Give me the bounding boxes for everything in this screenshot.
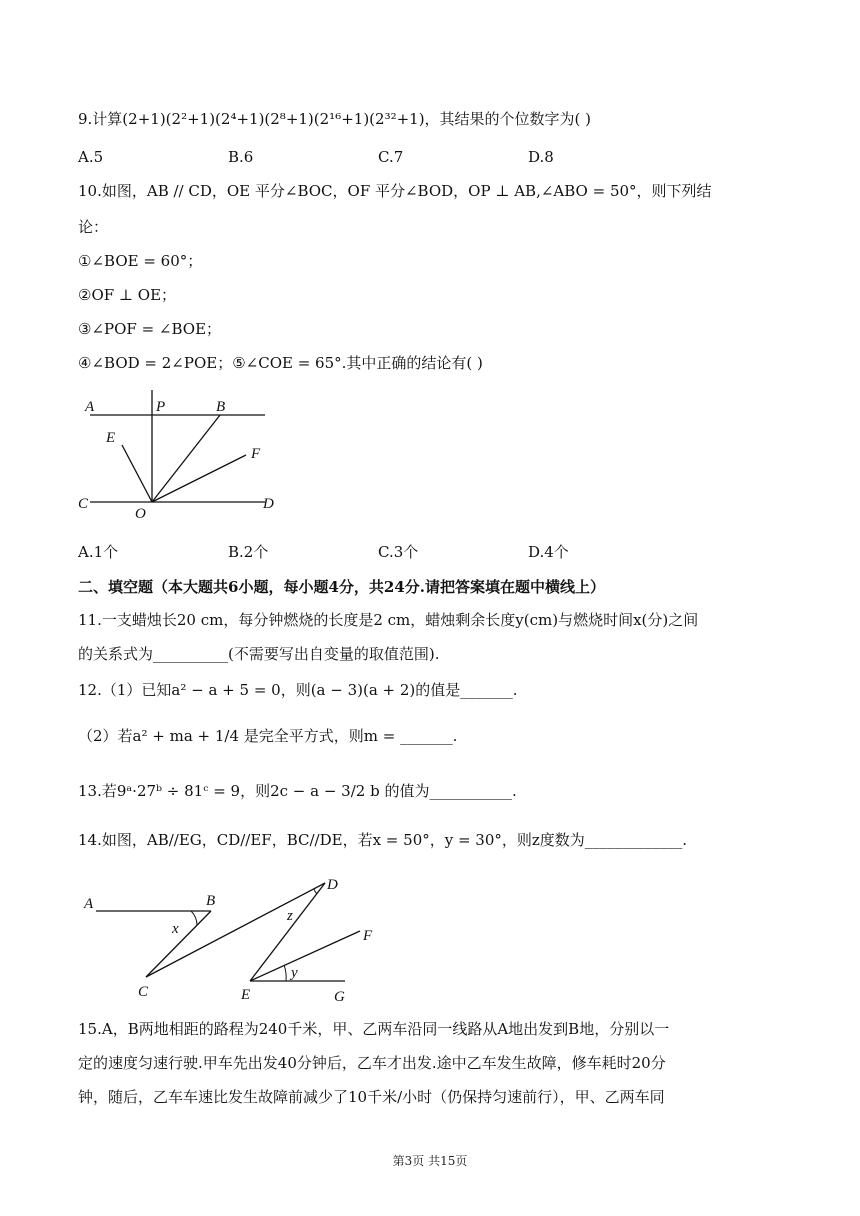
ray-ob [152, 415, 220, 502]
q10-figure [70, 385, 290, 525]
q14-figure [78, 868, 398, 1008]
label-c: C [138, 984, 149, 1000]
q15-line1: 15.A，B两地相距的路程为240千米，甲、乙两车沿同一线路从A地出发到B地，分别以一 [78, 1020, 670, 1038]
q12-part1: 12.（1）已知a² − a + 5 = 0，则(a − 3)(a + 2)的值是_______. [78, 681, 518, 699]
label-e: E [241, 987, 251, 1003]
q10-stem-line2: 论： [78, 218, 109, 236]
q9-option-b: B.6 [228, 148, 254, 166]
label-c: C [78, 496, 89, 512]
label-a: A [84, 896, 94, 912]
label-p: P [156, 399, 166, 415]
q15-line3: 钟，随后，乙车车速比发生故障前减少了10千米/小时（仍保持匀速前行），甲、乙两车同 [78, 1088, 665, 1106]
q12-part2: （2）若a² + ma + 1/4 是完全平方式，则m = _______. [78, 727, 458, 745]
label-b: B [216, 399, 226, 415]
q9-option-c: C.7 [378, 148, 404, 166]
q9-stem: 9.计算(2+1)(2²+1)(2⁴+1)(2⁸+1)(2¹⁶+1)(2³²+1)，其结果的个位数字为( ) [78, 110, 592, 128]
q10-option-a: A.1个 [78, 543, 119, 561]
angle-x-arc [191, 911, 197, 925]
q10-option-b: B.2个 [228, 543, 269, 561]
label-f: F [363, 928, 373, 944]
label-g: G [334, 989, 345, 1005]
q9-option-a: A.5 [78, 148, 104, 166]
q11-line2: 的关系式为__________(不需要写出自变量的取值范围). [78, 645, 440, 663]
label-f: F [251, 446, 261, 462]
ray-of [152, 455, 246, 502]
segment-de [250, 883, 325, 981]
ray-oe [122, 445, 152, 502]
q10-stem-line1: 10.如图，AB // CD，OE 平分∠BOC，OF 平分∠BOD，OP ⊥ AB,∠ABO = 50°，则下列结 [78, 182, 712, 200]
angle-z-arc [314, 889, 317, 894]
label-a: A [85, 399, 95, 415]
q10-item-1: ①∠BOE = 60°； [78, 252, 203, 270]
q10-item-4: ④∠BOD = 2∠POE；⑤∠COE = 65°.其中正确的结论有( ) [78, 354, 483, 372]
label-z: z [287, 908, 293, 924]
label-x: x [172, 921, 179, 937]
q13-text: 13.若9ᵃ·27ᵇ ÷ 81ᶜ = 9，则2c − a − 3/2 b 的值为___________. [78, 782, 517, 800]
q10-item-2: ②OF ⊥ OE； [78, 286, 177, 304]
label-d: D [327, 877, 338, 893]
angle-y-arc [284, 965, 286, 981]
q10-option-d: D.4个 [528, 543, 569, 561]
q10-item-3: ③∠POF = ∠BOE； [78, 320, 222, 338]
section-heading: 二、填空题（本大题共6小题，每小题4分，共24分.请把答案填在题中横线上） [78, 578, 605, 596]
page-footer: 第3页 共15页 [392, 1154, 468, 1168]
label-o: O [135, 506, 146, 522]
label-y: y [291, 965, 298, 981]
q15-line2: 定的速度匀速行驶.甲车先出发40分钟后，乙车才出发.途中乙车发生故障，修车耗时20分 [78, 1054, 666, 1072]
label-e: E [106, 430, 116, 446]
label-b: B [206, 893, 216, 909]
segment-ef [250, 931, 360, 981]
q9-option-d: D.8 [528, 148, 554, 166]
q14-text: 14.如图，AB//EG，CD//EF，BC//DE，若x = 50°，y = 30°，则z度数为_____________. [78, 831, 688, 849]
label-d: D [263, 496, 274, 512]
q10-option-c: C.3个 [378, 543, 419, 561]
q11-line1: 11.一支蜡烛长20 cm，每分钟燃烧的长度是2 cm，蜡烛剩余长度y(cm)与燃烧时间x(分)之间 [78, 611, 699, 629]
